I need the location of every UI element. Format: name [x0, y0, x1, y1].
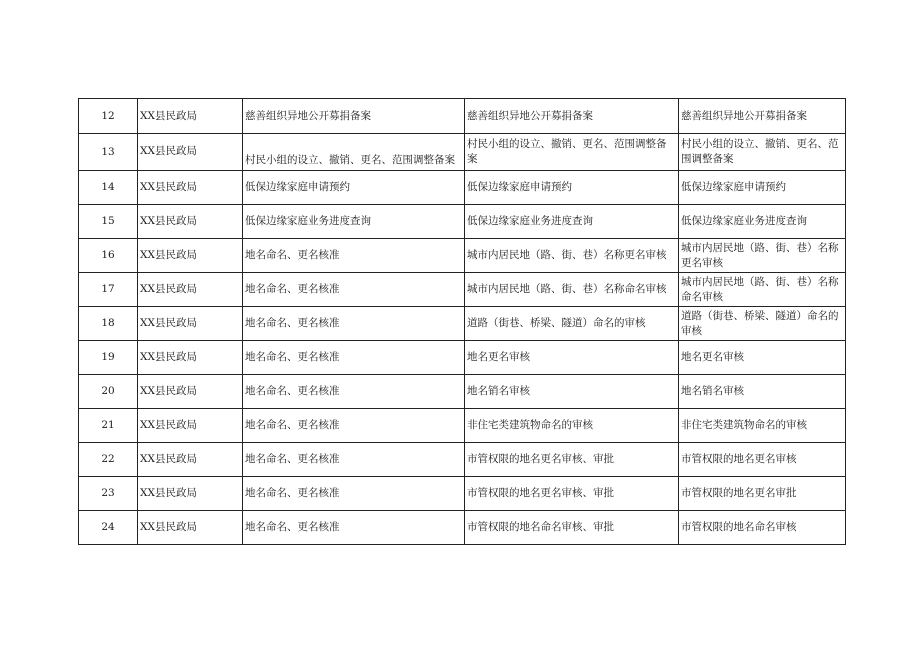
detail-item-cell: 市管权限的地名命名审核 [679, 511, 846, 545]
item-name-cell: 地名命名、更名核准 [243, 307, 465, 341]
row-number: 19 [79, 341, 138, 375]
department-cell: XX县民政局 [138, 134, 243, 171]
department-cell: XX县民政局 [138, 239, 243, 273]
table-row [79, 375, 846, 409]
department-cell: XX县民政局 [138, 273, 243, 307]
department-cell: XX县民政局 [138, 409, 243, 443]
table-row [79, 409, 846, 443]
item-name-cell: 慈善组织异地公开募捐备案 [243, 99, 465, 134]
item-name-cell: 低保边缘家庭业务进度查询 [243, 205, 465, 239]
table-row [79, 205, 846, 239]
department-cell: XX县民政局 [138, 307, 243, 341]
table-row [79, 477, 846, 511]
detail-item-cell: 低保边缘家庭业务进度查询 [679, 205, 846, 239]
table-row [79, 511, 846, 545]
sub-item-cell: 市管权限的地名命名审核、审批 [465, 511, 679, 545]
department-cell: XX县民政局 [138, 171, 243, 205]
row-number: 13 [79, 134, 138, 171]
row-number: 17 [79, 273, 138, 307]
department-cell: XX县民政局 [138, 511, 243, 545]
item-name-cell: 地名命名、更名核准 [243, 341, 465, 375]
item-name-cell: 低保边缘家庭申请预约 [243, 171, 465, 205]
sub-item-cell: 市管权限的地名更名审核、审批 [465, 443, 679, 477]
sub-item-cell: 市管权限的地名更名审核、审批 [465, 477, 679, 511]
table-row [79, 171, 846, 205]
department-cell: XX县民政局 [138, 341, 243, 375]
sub-item-cell: 村民小组的设立、撤销、更名、范围调整备案 [465, 134, 679, 171]
department-cell: XX县民政局 [138, 205, 243, 239]
detail-item-cell: 非住宅类建筑物命名的审核 [679, 409, 846, 443]
detail-item-cell: 地名销名审核 [679, 375, 846, 409]
department-cell: XX县民政局 [138, 477, 243, 511]
row-number: 16 [79, 239, 138, 273]
item-name-cell: 地名命名、更名核准 [243, 409, 465, 443]
sub-item-cell: 非住宅类建筑物命名的审核 [465, 409, 679, 443]
detail-item-cell: 地名更名审核 [679, 341, 846, 375]
sub-item-cell: 低保边缘家庭申请预约 [465, 171, 679, 205]
service-items-table [78, 98, 846, 545]
row-number: 20 [79, 375, 138, 409]
table-row [79, 307, 846, 341]
row-number: 12 [79, 99, 138, 134]
sub-item-cell: 地名销名审核 [465, 375, 679, 409]
row-number: 22 [79, 443, 138, 477]
sub-item-cell: 道路（街巷、桥梁、隧道）命名的审核 [465, 307, 679, 341]
row-number: 18 [79, 307, 138, 341]
table-row [79, 134, 846, 171]
detail-item-cell: 低保边缘家庭申请预约 [679, 171, 846, 205]
item-name-cell: 地名命名、更名核准 [243, 273, 465, 307]
item-name-cell: 村民小组的设立、撤销、更名、范围调整备案 [243, 134, 465, 171]
item-name-cell: 地名命名、更名核准 [243, 511, 465, 545]
sub-item-cell: 慈善组织异地公开募捐备案 [465, 99, 679, 134]
row-number: 24 [79, 511, 138, 545]
table-row [79, 341, 846, 375]
detail-item-cell: 城市内居民地（路、街、巷）名称命名审核 [679, 273, 846, 307]
sub-item-cell: 城市内居民地（路、街、巷）名称更名审核 [465, 239, 679, 273]
row-number: 15 [79, 205, 138, 239]
item-name-cell: 地名命名、更名核准 [243, 443, 465, 477]
detail-item-cell: 市管权限的地名更名审批 [679, 477, 846, 511]
table-row [79, 99, 846, 134]
row-number: 23 [79, 477, 138, 511]
detail-item-cell: 慈善组织异地公开募捐备案 [679, 99, 846, 134]
detail-item-cell: 道路（街巷、桥梁、隧道）命名的审核 [679, 307, 846, 341]
item-name-cell: 地名命名、更名核准 [243, 239, 465, 273]
table-row [79, 273, 846, 307]
sub-item-cell: 城市内居民地（路、街、巷）名称命名审核 [465, 273, 679, 307]
detail-item-cell: 市管权限的地名更名审核 [679, 443, 846, 477]
item-name-cell: 地名命名、更名核准 [243, 375, 465, 409]
detail-item-cell: 城市内居民地（路、街、巷）名称更名审核 [679, 239, 846, 273]
item-name-cell: 地名命名、更名核准 [243, 477, 465, 511]
row-number: 14 [79, 171, 138, 205]
table-row [79, 239, 846, 273]
department-cell: XX县民政局 [138, 443, 243, 477]
sub-item-cell: 低保边缘家庭业务进度查询 [465, 205, 679, 239]
table-row [79, 443, 846, 477]
department-cell: XX县民政局 [138, 99, 243, 134]
department-cell: XX县民政局 [138, 375, 243, 409]
row-number: 21 [79, 409, 138, 443]
sub-item-cell: 地名更名审核 [465, 341, 679, 375]
detail-item-cell: 村民小组的设立、撤销、更名、范围调整备案 [679, 134, 846, 171]
